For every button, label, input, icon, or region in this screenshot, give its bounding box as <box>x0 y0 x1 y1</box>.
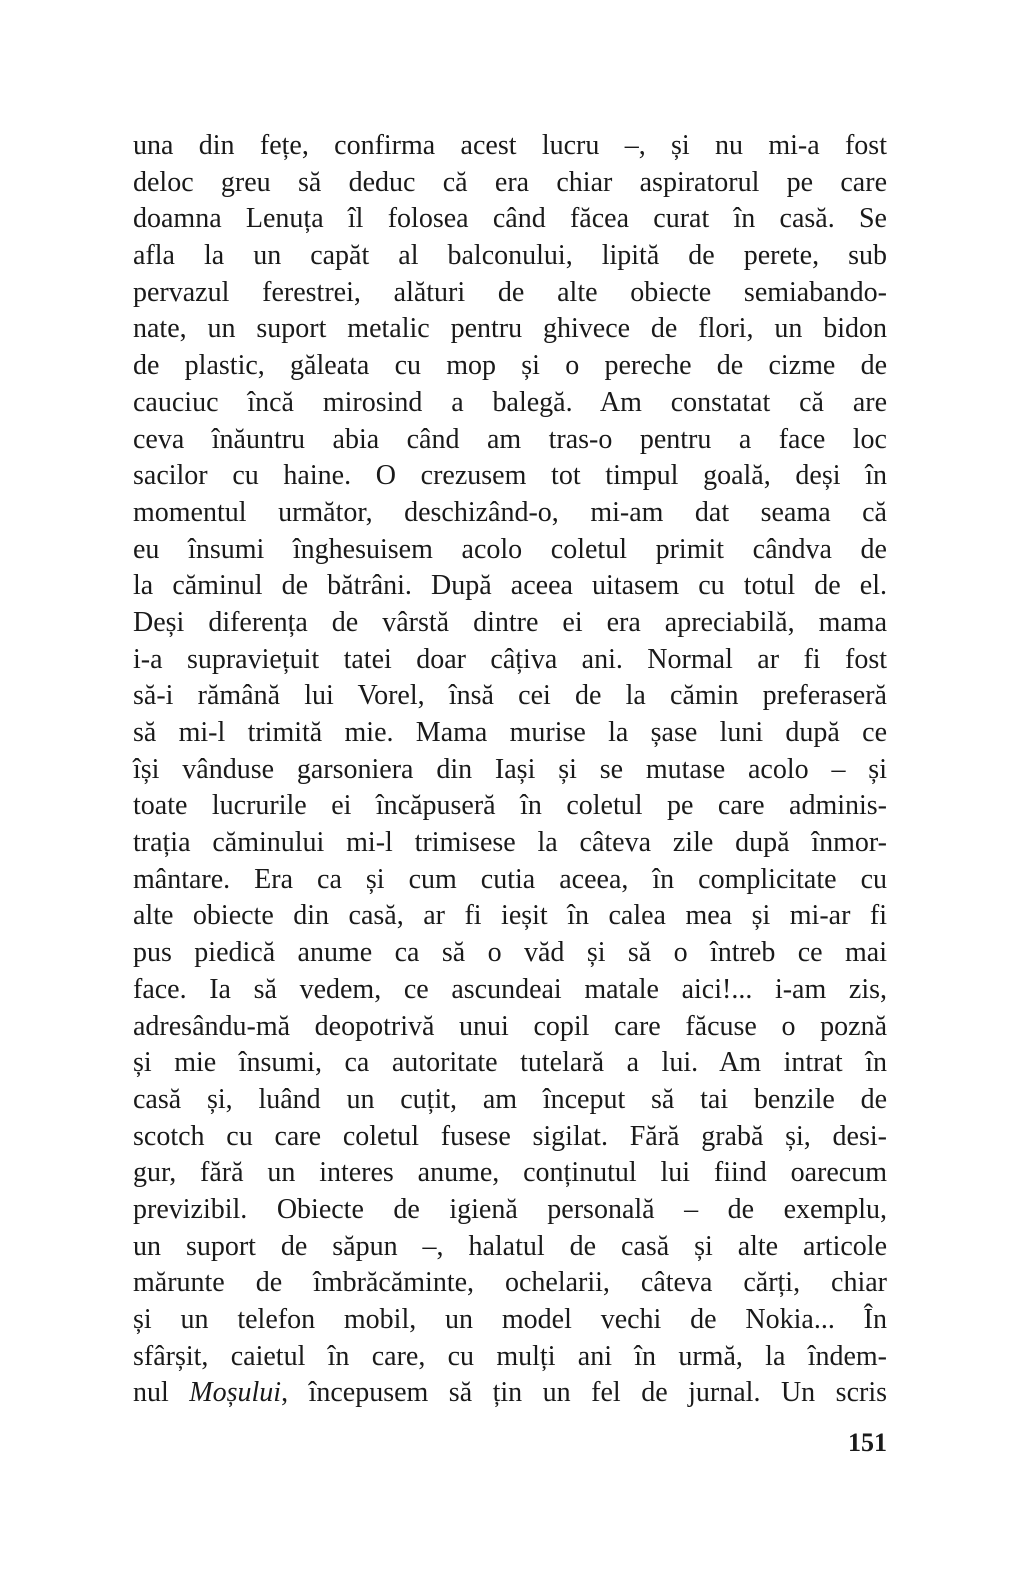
text-segment: , începusem să țin un fel de jurnal. Un scris <box>281 1377 887 1409</box>
text-line: eu însumi înghesuisem acolo coletul primit cândva de <box>133 533 887 565</box>
page-number: 151 <box>848 1428 887 1457</box>
text-line: una din fețe, confirma acest lucru –, și nu mi-a fost <box>133 130 887 161</box>
text-line: alte obiecte din casă, ar fi ieșit în calea mea și mi-ar fi <box>133 900 887 932</box>
text-line: scotch cu care coletul fusese sigilat. Fără grabă și, desi- <box>133 1120 887 1152</box>
text-line: și un telefon mobil, un model vechi de Nokia... În <box>133 1304 887 1335</box>
text-line: nate, un suport metalic pentru ghivece de flori, un bidon <box>133 313 887 345</box>
text-line: un suport de săpun –, halatul de casă și alte articole <box>133 1230 887 1262</box>
text-line: sacilor cu haine. O crezusem tot timpul goală, deși în <box>133 460 887 492</box>
text-line: își vânduse garsoniera din Iași și se mutase acolo – și <box>133 753 887 785</box>
text-line: adresându-mă deopotrivă unui copil care făcuse o poznă <box>133 1010 887 1042</box>
text-line: momentul următor, deschizând-o, mi-am dat seama că <box>133 496 887 528</box>
text-line: ceva înăuntru abia când am tras-o pentru a face loc <box>133 423 887 455</box>
text-line: afla la un capăt al balconului, lipită de perete, sub <box>133 240 887 272</box>
text-line: de plastic, găleata cu mop și o pereche de cizme de <box>133 350 887 382</box>
text-line: să-i rămână lui Vorel, însă cei de la cămin preferaseră <box>133 680 887 712</box>
text-line: face. Ia să vedem, ce ascundeai matale aici!... i-am zis, <box>133 973 887 1005</box>
body-text <box>133 128 887 1412</box>
text-line: sfârșit, caietul în care, cu mulți ani în urmă, la îndem- <box>133 1340 887 1372</box>
text-line: mărunte de îmbrăcăminte, ochelarii, câteva cărți, chiar <box>133 1267 887 1299</box>
text-line: cauciuc încă mirosind a balegă. Am constatat că are <box>133 386 887 418</box>
text-line: previzibil. Obiecte de igienă personală – de exemplu, <box>133 1193 887 1225</box>
text-line: toate lucrurile ei încăpuseră în coletul pe care adminis- <box>133 790 887 822</box>
text-line: mântare. Era ca și cum cutia aceea, în complicitate cu <box>133 863 887 895</box>
text-line-last <box>133 1375 887 1412</box>
text-line: la căminul de bătrâni. După aceea uitasem cu totul de el. <box>133 570 887 602</box>
text-line: gur, fără un interes anume, conținutul lui fiind oarecum <box>133 1157 887 1189</box>
text-line: și mie însumi, ca autoritate tutelară a lui. Am intrat în <box>133 1047 887 1079</box>
text-line: Deși diferența de vârstă dintre ei era apreciabilă, mama <box>133 606 887 638</box>
text-line: pus piedică anume ca să o văd și să o întreb ce mai <box>133 937 887 969</box>
text-line: doamna Lenuța îl folosea când făcea curat în casă. Se <box>133 203 887 235</box>
text-segment: nul <box>133 1377 190 1409</box>
text-line: casă și, luând un cuțit, am început să tai benzile de <box>133 1083 887 1115</box>
italic-text: Moșului <box>189 1377 282 1409</box>
text-line: pervazul ferestrei, alături de alte obiecte semiabando- <box>133 276 887 308</box>
text-line: i-a supraviețuit tatei doar câțiva ani. Normal ar fi fost <box>133 643 887 675</box>
text-line: să mi-l trimită mie. Mama murise la șase luni după ce <box>133 717 887 748</box>
text-line: trația căminului mi-l trimisese la câteva zile după înmor- <box>133 827 887 859</box>
text-line: deloc greu să deduc că era chiar aspiratorul pe care <box>133 166 887 198</box>
